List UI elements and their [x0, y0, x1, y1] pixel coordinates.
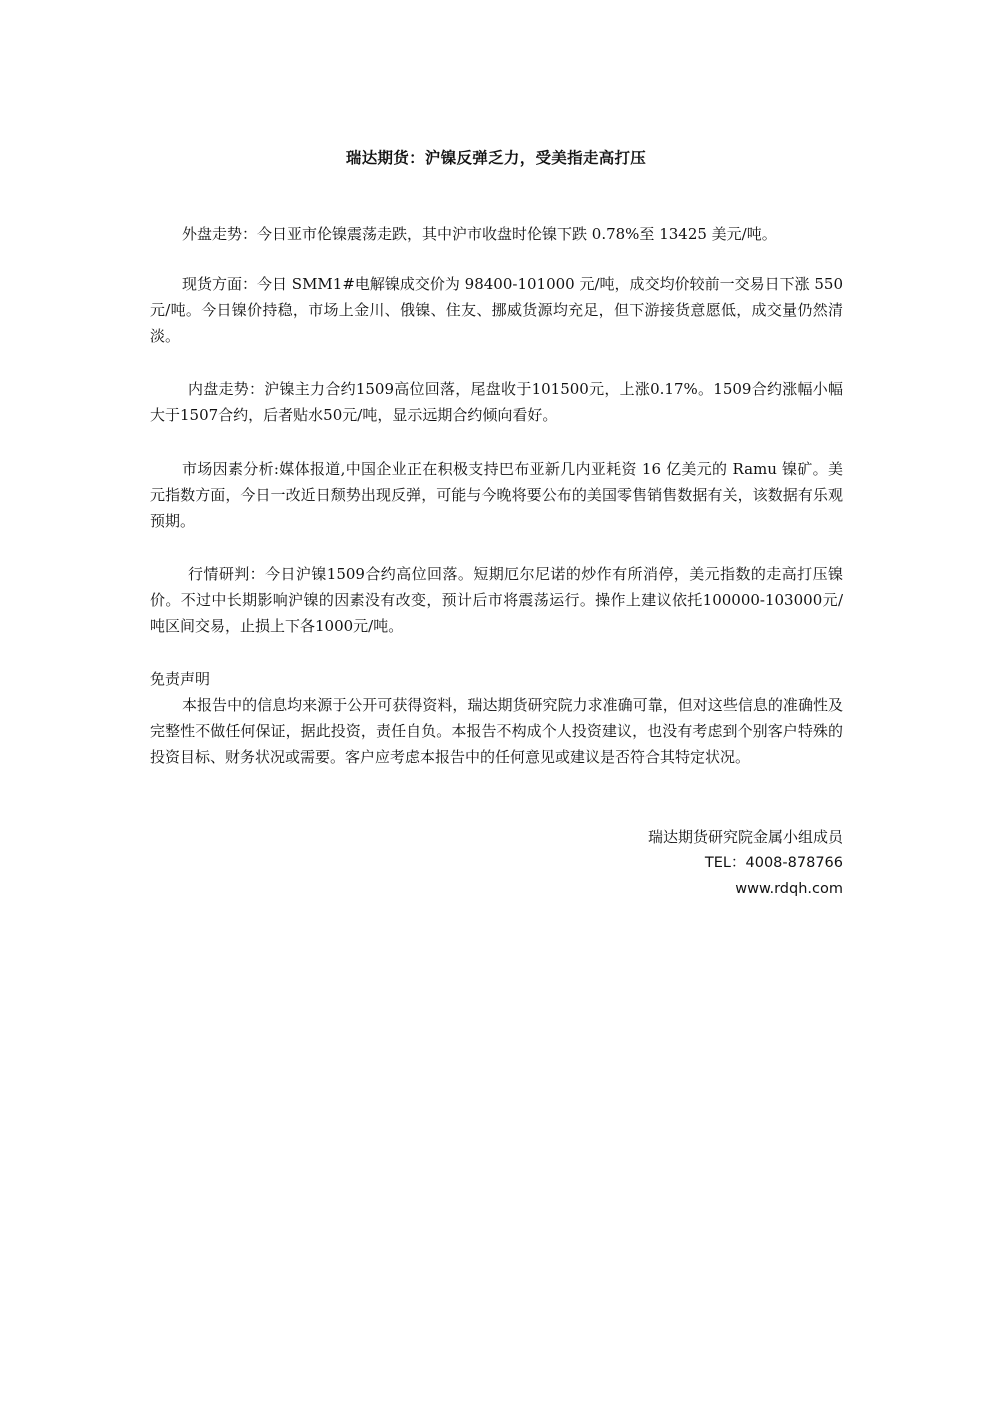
- paragraph-spot: 现货方面：今日 SMM1#电解镍成交价为 98400-101000 元/吨，成交均价较前一交易日下涨 550 元/吨。今日镍价持稳，市场上金川、俄镍、住友、挪威货源均充足，但下游接货意愿低，成交量仍然清淡。: [150, 275, 843, 345]
- paragraph-market-factors: 市场因素分析:媒体报道,中国企业正在积极支持巴布亚新几内亚耗资 16 亿美元的 Ramu 镍矿。美元指数方面，今日一改近日颓势出现反弹，可能与今晚将要公布的美国零售销售数据有关，该数据有乐观预期。: [150, 460, 843, 530]
- paragraph-outlook: 行情研判：今日沪镍1509合约高位回落。短期厄尔尼诺的炒作有所消停，美元指数的走高打压镍价。不过中长期影响沪镍的因素没有改变，预计后市将震荡运行。操作上建议依托100000-103000元/吨区间交易，止损上下各1000元/吨。: [150, 565, 843, 635]
- disclaimer-heading: 免责声明: [150, 670, 211, 688]
- disclaimer-body: 本报告中的信息均来源于公开可获得资料，瑞达期货研究院力求准确可靠，但对这些信息的准确性及完整性不做任何保证，据此投资，责任自负。本报告不构成个人投资建议，也没有考虑到个别客户特殊的投资目标、财务状况或需要。客户应考虑本报告中的任何意见或建议是否符合其特定状况。: [150, 696, 843, 766]
- paragraph-domestic-market: 内盘走势：沪镍主力合约1509高位回落，尾盘收于101500元，上涨0.17%。1509合约涨幅小幅大于1507合约，后者贴水50元/吨，显示远期合约倾向看好。: [150, 380, 843, 424]
- signature-team: 瑞达期货研究院金属小组成员: [647, 828, 843, 846]
- signature-tel: TEL：4008-878766: [704, 855, 843, 871]
- signature-website: www.rdqh.com: [735, 881, 843, 897]
- paragraph-foreign-market: 外盘走势：今日亚市伦镍震荡走跌，其中沪市收盘时伦镍下跌 0.78%至 13425 美元/吨。: [182, 225, 777, 243]
- report-title: 瑞达期货：沪镍反弹乏力，受美指走高打压: [345, 148, 647, 167]
